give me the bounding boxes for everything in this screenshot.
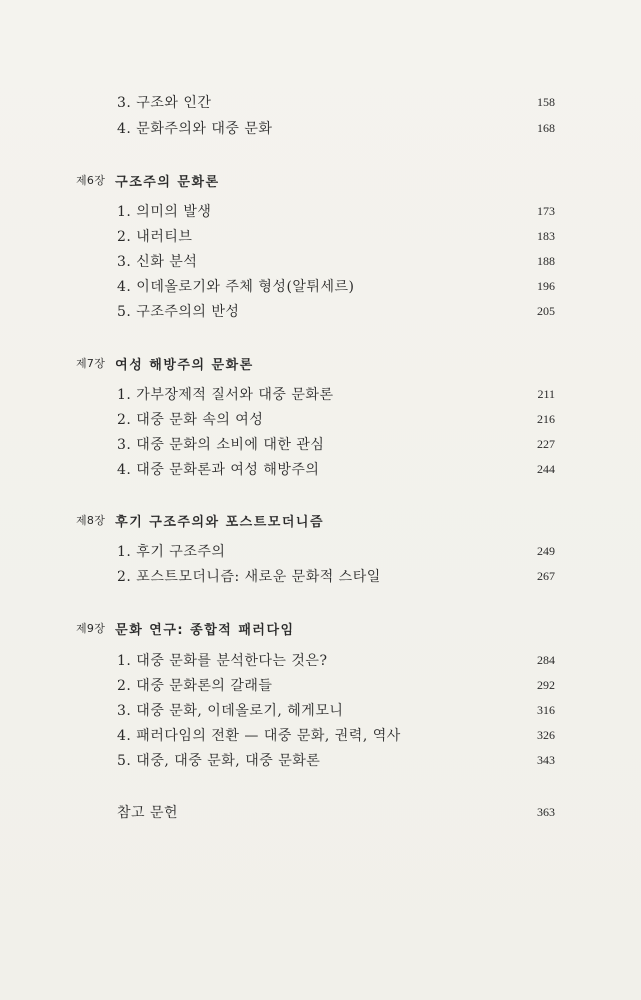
toc-entry-title: 4. 패러다임의 전환 — 대중 문화, 권력, 역사 [117,728,401,744]
toc-entry-title: 4. 문화주의와 대중 문화 [117,121,273,137]
toc-entry-page: 173 [537,203,555,218]
toc-entry[interactable] [117,117,555,139]
toc-entry-title: 2. 대중 문화 속의 여성 [117,412,264,428]
toc-entry[interactable] [117,250,555,272]
toc-entry-page: 249 [537,543,555,558]
toc-entry-title: 2. 대중 문화론의 갈래들 [117,678,273,694]
toc-entry[interactable] [117,699,555,721]
chapter-title: 구조주의 문화론 [115,174,220,190]
toc-entry-title: 3. 구조와 인간 [117,95,212,111]
toc-entry[interactable] [117,674,555,696]
toc-entry-page: 205 [537,303,555,318]
toc-entry-references[interactable] [117,801,555,823]
toc-entry[interactable] [117,275,555,297]
toc-entry-page: 183 [537,228,555,243]
toc-entry-title: 5. 구조주의의 반성 [117,304,240,320]
toc-entry-title: 1. 가부장제적 질서와 대중 문화론 [117,387,334,403]
toc-entry[interactable] [117,200,555,222]
toc-entry-page: 267 [537,568,555,583]
toc-entry-title: 1. 후기 구조주의 [117,544,226,560]
chapter-title: 후기 구조주의와 포스트모더니즘 [115,514,325,530]
toc-entry-page: 216 [537,411,555,426]
chapter-title: 여성 해방주의 문화론 [115,357,254,373]
chapter-heading-9 [76,617,295,639]
toc-entry-page: 284 [537,652,555,667]
toc-entry-page: 158 [537,94,555,109]
toc-entry-title: 2. 포스트모더니즘: 새로운 문화적 스타일 [117,569,381,585]
toc-entry[interactable] [117,649,555,671]
toc-entry[interactable] [117,458,555,480]
toc-entry[interactable] [117,540,555,562]
references-page: 363 [537,804,555,819]
toc-entry-title: 1. 대중 문화를 분석한다는 것은? [117,653,328,669]
toc-entry-page: 316 [537,702,555,717]
toc-entry-title: 2. 내러티브 [117,229,193,245]
toc-entry-page: 211 [537,386,555,401]
toc-entry-page: 188 [537,253,555,268]
toc-entry[interactable] [117,383,555,405]
toc-entry-title: 5. 대중, 대중 문화, 대중 문화론 [117,753,321,769]
toc-entry[interactable] [117,565,555,587]
toc-entry[interactable] [117,749,555,771]
chapter-number: 제7장 [76,357,106,370]
toc-entry-page: 168 [537,120,555,135]
toc-entry[interactable] [117,433,555,455]
toc-entry[interactable] [117,724,555,746]
toc-entry-page: 326 [537,727,555,742]
chapter-heading-7 [76,352,254,374]
toc-entry-page: 196 [537,278,555,293]
toc-entry-title: 1. 의미의 발생 [117,204,212,220]
toc-entry-title: 4. 대중 문화론과 여성 해방주의 [117,462,320,478]
references-title: 참고 문헌 [117,805,179,821]
chapter-number: 제9장 [76,622,106,635]
chapter-number: 제6장 [76,174,106,187]
toc-entry-page: 292 [537,677,555,692]
toc-entry-page: 227 [537,436,555,451]
chapter-heading-6 [76,169,220,191]
chapter-heading-8 [76,509,324,531]
toc-entry[interactable] [117,225,555,247]
toc-entry-page: 343 [537,752,555,767]
chapter-number: 제8장 [76,514,106,527]
toc-entry-title: 3. 대중 문화의 소비에 대한 관심 [117,437,325,453]
toc-entry[interactable] [117,300,555,322]
toc-entry-title: 3. 신화 분석 [117,254,198,270]
toc-entry-title: 3. 대중 문화, 이데올로기, 헤게모니 [117,703,344,719]
toc-entry[interactable] [117,408,555,430]
toc-entry-page: 244 [537,461,555,476]
chapter-title: 문화 연구: 종합적 패러다임 [115,622,295,638]
toc-entry[interactable] [117,91,555,113]
toc-entry-title: 4. 이데올로기와 주체 형성(알튀세르) [117,279,355,295]
